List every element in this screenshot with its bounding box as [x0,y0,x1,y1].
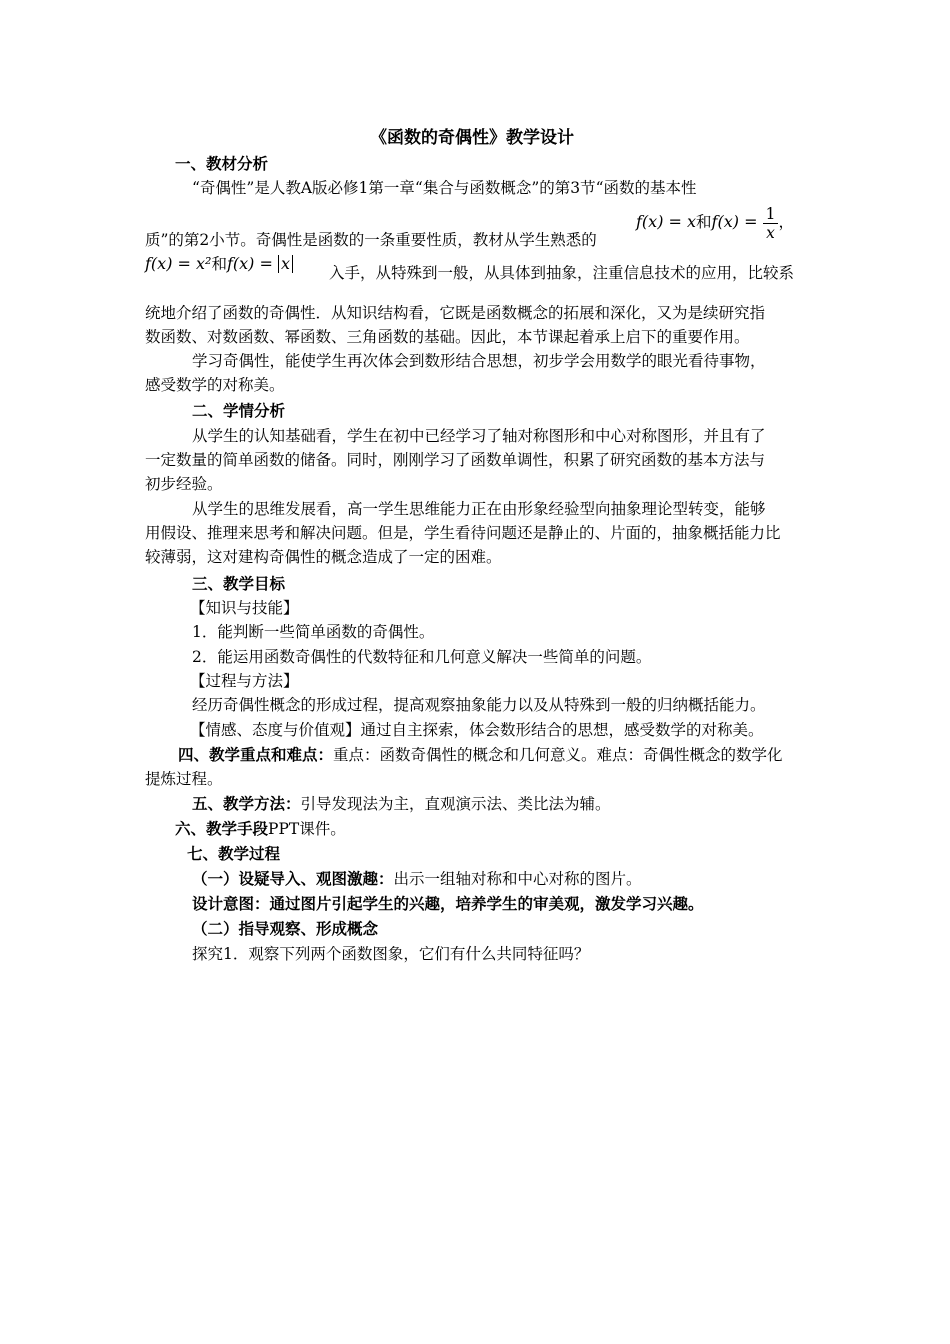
paragraph-line-emotion-values: 【情感、态度与价值观】通过自主探索，体会数形结合的思想，感受数学的对称美。 [190,721,764,739]
section-teaching-method [192,793,611,815]
paragraph-line: 入手，从特殊到一般，从具体到抽象，注重信息技术的应用，比较系 [329,264,795,282]
formula-f-x-and-reciprocal [636,202,794,242]
section-text: 重点：函数奇偶性的概念和几何意义。难点：奇偶性概念的数学化 [333,746,783,764]
formula-fraction-one-over-x [763,205,779,242]
paragraph-line: 从学生的认知基础看，学生在初中已经学习了轴对称图形和中心对称图形，并且有了 [192,427,766,445]
formula-f-x-equals: f(x) = [711,212,763,231]
paragraph-line: 统地介绍了函数的奇偶性．从知识结构看，它既是函数概念的拓展和深化，又为是续研究指 [145,304,766,322]
paragraph-line: 从学生的思维发展看，高一学生思维能力正在由形象经验型向抽象理论型转变，能够 [192,500,766,518]
section-heading-key-points: 四、教学重点和难点： [178,745,334,764]
section-teaching-means [175,818,346,840]
formula-absolute-value-x: x [278,255,293,273]
step-one-text: 出示一组轴对称和中心对称的图片。 [393,870,642,888]
fraction-numerator: 1 [763,205,779,224]
paragraph-line: 经历奇偶性概念的形成过程，提高观察抽象能力以及从特殊到一般的归纳概括能力。 [192,696,766,714]
step-two-heading: （二）指导观察、形成概念 [192,919,379,938]
list-item: 1．能判断一些简单函数的奇偶性。 [192,623,435,641]
section-heading-teaching-process: 七、教学过程 [187,844,281,863]
list-item: 2．能运用函数奇偶性的代数特征和几何意义解决一些简单的问题。 [192,648,652,666]
paragraph-line: 学习奇偶性，能使学生再次体会到数形结合思想，初步学会用数学的眼光看待事物， [192,352,766,370]
subheading-knowledge-skills: 【知识与技能】 [190,599,299,617]
step-one [192,868,642,890]
section-text: PPT课件。 [268,820,346,838]
paragraph-line: 初步经验。 [145,475,223,493]
document-title: 《函数的奇偶性》教学设计 [370,128,574,148]
paragraph-line: 感受数学的对称美。 [145,376,285,394]
design-intent: 设计意图：通过图片引起学生的兴趣，培养学生的审美观，激发学习兴趣。 [192,894,704,913]
step-one-heading: （一）设疑导入、观图激趣： [192,869,394,888]
fraction-denominator: x [766,223,775,242]
section-heading-teaching-means: 六、教学手段 [175,819,269,838]
formula-f-x-equals-x-squared: f(x) = x² [145,254,212,273]
formula-comma: ， [778,213,794,231]
section-text: 引导发现法为主，直观演示法、类比法为辅。 [300,795,611,813]
paragraph-line: 数函数、对数函数、幂函数、三角函数的基础。因此，本节课起着承上启下的重要作用。 [145,328,750,346]
paragraph-line: 用假设、推理来思考和解决问题。但是，学生看待问题还是静止的、片面的，抽象概括能力比 [145,524,781,542]
subheading-process-method: 【过程与方法】 [190,672,299,690]
formula-f-x-equals-x: f(x) = x [636,212,697,231]
formula-and: 和 [211,255,227,273]
section-heading-textbook-analysis: 一、教材分析 [175,154,269,173]
section-heading-teaching-method: 五、教学方法： [192,794,301,813]
section-key-points [178,744,783,766]
paragraph-line: 一定数量的简单函数的储备。同时，刚刚学习了函数单调性，积累了研究函数的基本方法与 [145,451,766,469]
formula-f-x-equals: f(x) = [226,254,278,273]
paragraph-line: 提炼过程。 [145,770,223,788]
paragraph-line: 质”的第2小节。奇偶性是函数的一条重要性质，教材从学生熟悉的 [145,231,597,249]
explore-question: 探究1．观察下列两个函数图象，它们有什么共同特征吗？ [192,945,590,963]
formula-and: 和 [696,213,712,231]
section-heading-learner-analysis: 二、学情分析 [192,401,286,420]
section-heading-teaching-goals: 三、教学目标 [192,574,286,593]
paragraph-line: “奇偶性”是人教A版必修1第一章“集合与函数概念”的第3节“函数的基本性 [192,179,697,197]
formula-f-x-squared-and-abs [145,253,293,275]
paragraph-line: 较薄弱，这对建构奇偶性的概念造成了一定的困难。 [145,548,502,566]
